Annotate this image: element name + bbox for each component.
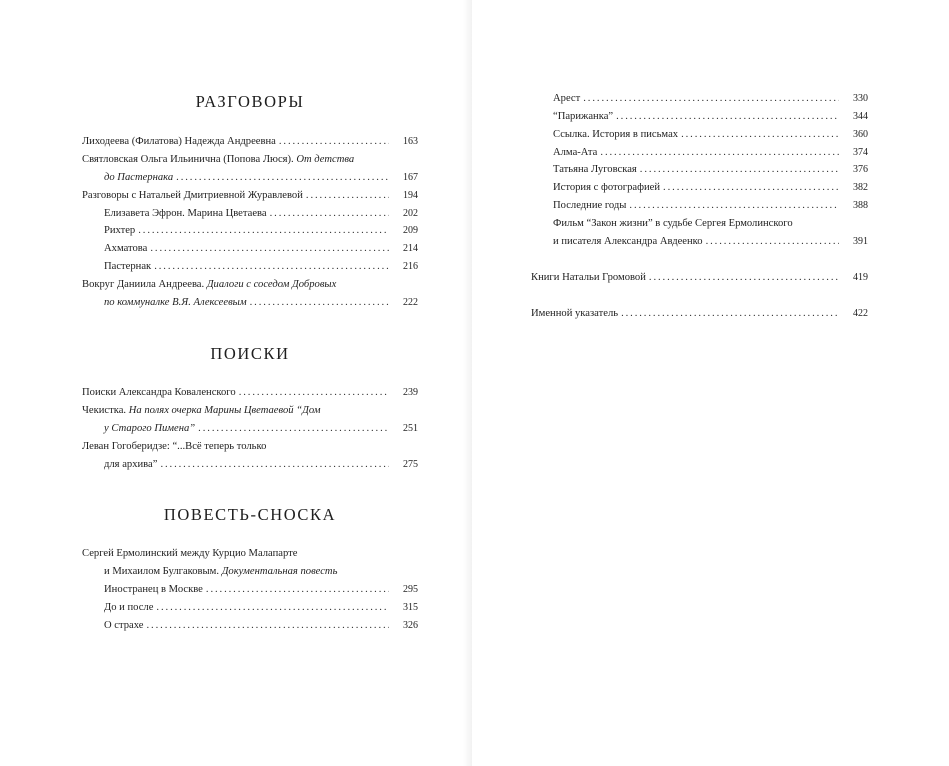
toc-entry-title: Ахматова <box>104 243 148 254</box>
leader-dots <box>150 241 389 256</box>
leader-dots <box>198 421 389 436</box>
toc-entry-line[interactable] <box>553 216 793 231</box>
leader-dots <box>649 270 839 285</box>
toc-entry[interactable] <box>104 206 418 221</box>
toc-entry-line[interactable] <box>104 564 337 579</box>
toc-entry[interactable] <box>104 421 418 436</box>
leader-dots <box>600 145 839 160</box>
toc-entry[interactable] <box>553 180 868 195</box>
leader-dots <box>147 618 390 633</box>
toc-page-number: 388 <box>853 200 868 211</box>
toc-entry[interactable] <box>553 109 868 124</box>
toc-entry-title: Елизавета Эфрон. Марина Цветаева <box>104 208 267 219</box>
leader-dots <box>706 234 839 249</box>
toc-entry[interactable] <box>104 582 418 597</box>
leader-dots <box>616 109 839 124</box>
toc-page-number: 360 <box>853 129 868 140</box>
leader-dots <box>279 134 389 149</box>
toc-page-number: 344 <box>853 111 868 122</box>
toc-page-number: 222 <box>403 297 418 308</box>
section-title-povest-snoska: ПОВЕСТЬ-СНОСКА <box>163 505 337 524</box>
toc-page-number: 422 <box>853 308 868 319</box>
toc-entry[interactable] <box>553 145 868 160</box>
toc-entry-title: Сергей Ермолинский между Курцио Малапарте <box>82 548 298 559</box>
toc-entry-title: Татьяна Луговская <box>553 164 637 175</box>
toc-page-number: 330 <box>853 93 868 104</box>
leader-dots <box>206 582 389 597</box>
leader-dots <box>160 457 389 472</box>
toc-entry-line[interactable] <box>82 152 354 167</box>
toc-entry[interactable] <box>82 385 418 400</box>
toc-entry-line[interactable] <box>82 439 266 454</box>
toc-entry-title: Поиски Александра Коваленского <box>82 387 236 398</box>
toc-entry-title: Пастернак <box>104 261 152 272</box>
toc-entry-title: Иностранец в Москве <box>104 584 203 595</box>
leader-dots <box>176 170 389 185</box>
toc-entry[interactable] <box>104 241 418 256</box>
toc-page-number: 326 <box>403 620 418 631</box>
toc-entry-title: и Михаилом Булгаковым. <box>104 566 220 577</box>
toc-entry-title: Рихтер <box>104 225 136 236</box>
toc-entry-line[interactable] <box>82 277 336 292</box>
toc-page-number: 382 <box>853 182 868 193</box>
toc-entry-subtitle: по коммуналке В.Я. Алексеевым <box>104 297 247 308</box>
toc-page-number: 376 <box>853 164 868 175</box>
toc-entry[interactable] <box>553 127 868 142</box>
leader-dots <box>270 206 389 221</box>
toc-page-number: 209 <box>403 225 418 236</box>
toc-page-number: 275 <box>403 459 418 470</box>
toc-page-number: 167 <box>403 172 418 183</box>
toc-entry[interactable] <box>531 270 868 285</box>
toc-entry-subtitle: Диалоги с соседом Добровых <box>206 279 337 290</box>
toc-page-number: 251 <box>403 423 418 434</box>
toc-entry[interactable] <box>531 306 868 321</box>
leader-dots <box>583 91 839 106</box>
toc-entry-line[interactable] <box>82 546 297 561</box>
toc-entry-title: Святловская Ольга Ильинична (Попова Люся). <box>82 154 294 165</box>
toc-entry-title: Фильм “Закон жизни” в судьбе Сергея Ермолинского <box>553 218 793 229</box>
toc-entry-title: Леван Гогоберидзе: “...Всё теперь только <box>82 441 267 452</box>
toc-entry[interactable] <box>104 457 418 472</box>
toc-entry-subtitle: Документальная повесть <box>221 566 338 577</box>
leader-dots <box>306 188 389 203</box>
toc-entry-title: для архива” <box>104 459 158 470</box>
toc-entry-line[interactable] <box>82 403 321 418</box>
toc-entry-title: Вокруг Даниила Андреева. <box>82 279 205 290</box>
toc-page-number: 216 <box>403 261 418 272</box>
toc-page-number: 214 <box>403 243 418 254</box>
toc-entry-title: О страхе <box>104 620 144 631</box>
toc-entry-title: Чекистка. <box>82 405 127 416</box>
leader-dots <box>156 600 389 615</box>
toc-entry-title: Ссылка. История в письмах <box>553 129 679 140</box>
toc-entry[interactable] <box>104 170 418 185</box>
toc-entry-title: Разговоры с Натальей Дмитриевной Журавлевой <box>82 190 303 201</box>
leader-dots <box>663 180 839 195</box>
leader-dots <box>681 127 839 142</box>
toc-entry[interactable] <box>553 162 868 177</box>
toc-entry-subtitle: От детства <box>296 154 355 165</box>
toc-entry[interactable] <box>104 223 418 238</box>
toc-entry-title: Алма-Ата <box>553 147 598 158</box>
leader-dots <box>250 295 389 310</box>
toc-entry[interactable] <box>104 600 418 615</box>
toc-entry[interactable] <box>104 618 418 633</box>
toc-page-number: 419 <box>853 272 868 283</box>
right-page <box>472 0 949 766</box>
leader-dots <box>629 198 839 213</box>
toc-entry-title: Последние годы <box>553 200 627 211</box>
toc-entry-title: До и после <box>104 602 154 613</box>
toc-entry-title: “Парижанка” <box>553 111 614 122</box>
toc-page-number: 194 <box>403 190 418 201</box>
toc-entry-title: Именной указатель <box>531 308 619 319</box>
toc-entry-subtitle: На полях очерка Марины Цветаевой “Дом <box>128 405 321 416</box>
toc-page-number: 295 <box>403 584 418 595</box>
toc-entry-subtitle: у Старого Пимена” <box>104 423 196 434</box>
leader-dots <box>621 306 839 321</box>
toc-page-number: 391 <box>853 236 868 247</box>
toc-page-number: 315 <box>403 602 418 613</box>
toc-entry[interactable] <box>104 259 418 274</box>
toc-entry[interactable] <box>553 91 868 106</box>
toc-page-number: 163 <box>403 136 418 147</box>
toc-entry-title: и писателя Александра Авдеенко <box>553 236 703 247</box>
leader-dots <box>239 385 389 400</box>
leader-dots <box>154 259 389 274</box>
toc-entry[interactable] <box>553 198 868 213</box>
toc-entry[interactable] <box>82 134 418 149</box>
section-title-razgovory: РАЗГОВОРЫ <box>195 92 305 111</box>
toc-entry-subtitle: до Пастернака <box>104 172 174 183</box>
toc-page-number: 202 <box>403 208 418 219</box>
section-title-poiski: ПОИСКИ <box>210 344 290 363</box>
toc-entry-title: История с фотографией <box>553 182 661 193</box>
toc-entry[interactable] <box>104 295 418 310</box>
toc-entry-title: Лиходеева (Филатова) Надежда Андреевна <box>82 136 276 147</box>
leader-dots <box>640 162 839 177</box>
toc-entry-title: Книги Натальи Громовой <box>531 272 646 283</box>
toc-page-number: 239 <box>403 387 418 398</box>
toc-entry-title: Арест <box>553 93 581 104</box>
toc-page-number: 374 <box>853 147 868 158</box>
toc-entry[interactable] <box>553 234 868 249</box>
toc-entry[interactable] <box>82 188 418 203</box>
left-page <box>0 0 472 766</box>
leader-dots <box>138 223 389 238</box>
